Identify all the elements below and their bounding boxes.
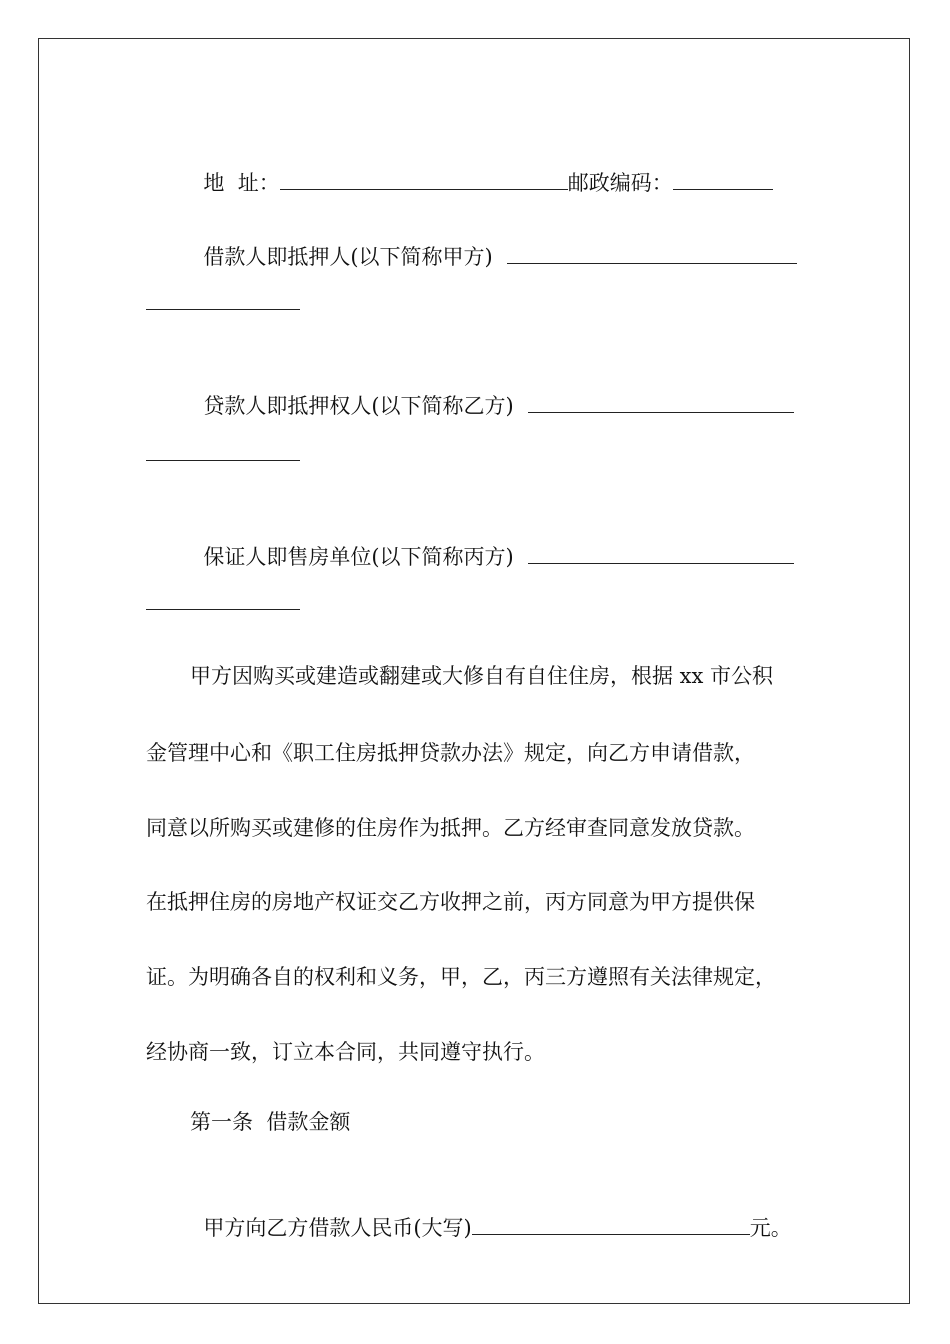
article1-text-before: 甲方向乙方借款人民币(大写): [203, 1216, 472, 1240]
article1-amount-line: [190, 1182, 792, 1243]
postcode-label: 邮政编码：: [567, 171, 673, 195]
article1-text-after: 元。: [749, 1216, 792, 1240]
lender-blank-continued[interactable]: [146, 460, 300, 461]
preamble-line-5: 证。为明确各自的权利和义务，甲，乙，丙三方遵照有关法律规定，: [146, 965, 776, 989]
guarantor-blank[interactable]: [528, 541, 794, 564]
address-line: [190, 137, 773, 198]
lender-line: [190, 360, 794, 421]
guarantor-line: [190, 511, 794, 572]
preamble-line-3: 同意以所购买或建修的住房作为抵押。乙方经审查同意发放贷款。: [146, 816, 755, 840]
address-label: 地 址：: [203, 171, 280, 195]
borrower-blank[interactable]: [507, 241, 797, 264]
preamble-line-1: 甲方因购买或建造或翻建或大修自有自住住房，根据 xx 市公积: [190, 664, 774, 688]
postcode-blank[interactable]: [673, 167, 773, 190]
preamble-line-4: 在抵押住房的房地产权证交乙方收押之前，丙方同意为甲方提供保: [146, 890, 755, 914]
address-blank[interactable]: [280, 167, 568, 190]
preamble-line-2: 金管理中心和《职工住房抵押贷款办法》规定，向乙方申请借款，: [146, 741, 755, 765]
guarantor-label: 保证人即售房单位(以下简称丙方): [203, 545, 514, 569]
borrower-line: [190, 211, 797, 272]
borrower-label: 借款人即抵押人(以下简称甲方): [203, 245, 493, 269]
lender-label: 贷款人即抵押权人(以下简称乙方): [203, 394, 514, 418]
article1-title: 第一条 借款金额: [190, 1110, 351, 1134]
borrower-blank-continued[interactable]: [146, 309, 300, 310]
lender-blank[interactable]: [528, 390, 794, 413]
guarantor-blank-continued[interactable]: [146, 609, 300, 610]
loan-amount-blank[interactable]: [472, 1212, 750, 1235]
preamble-line-6: 经协商一致，订立本合同，共同遵守执行。: [146, 1040, 545, 1064]
